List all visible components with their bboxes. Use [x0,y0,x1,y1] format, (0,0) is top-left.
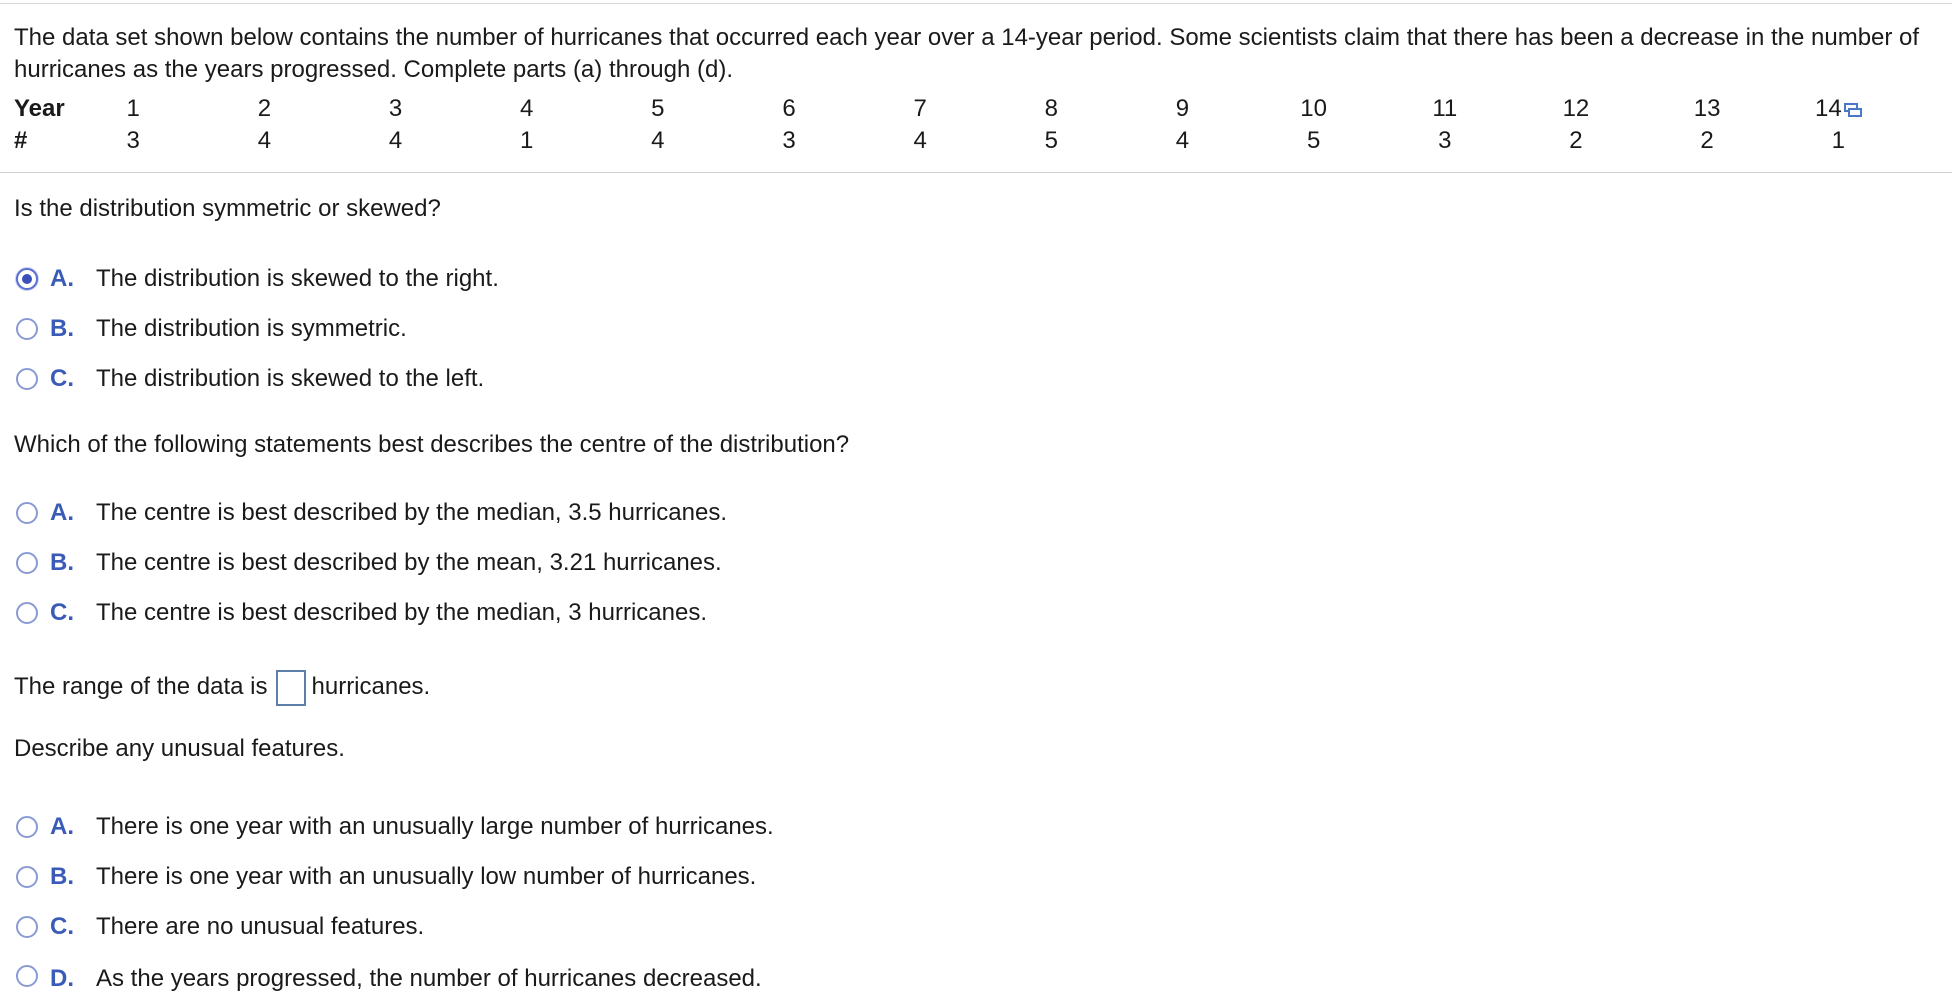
count-cell: 3 [126,127,140,154]
radio[interactable] [16,318,38,340]
data-table [14,93,1904,157]
count-cell: 4 [257,127,272,154]
question-unusual: Describe any unusual features. [14,735,345,762]
count-cell: 4 [1175,127,1190,154]
year-cell: 7 [913,95,927,122]
q1-option-b[interactable] [16,314,407,344]
radio[interactable] [16,866,38,888]
count-header: # [14,127,28,154]
q2-option-a[interactable] [16,498,727,528]
expand-table-icon[interactable] [1844,103,1862,117]
problem-intro: The data set shown below contains the number of hurricanes that occurred each year over a 14-year period. Some scientists claim that there has been a decrease in the number of hurricanes as the years progressed. Complete parts (a) through (d). [14,24,1920,83]
count-cell: 2 [1700,127,1714,154]
q2-option-c[interactable] [16,598,707,628]
table-divider [0,172,1952,173]
year-cell: 13 [1693,95,1721,122]
range-prefix: The range of the data is [14,673,268,700]
year-cell: 11 [1432,95,1458,122]
option-letter: B. [50,315,74,342]
year-cell: 3 [388,95,403,122]
year-cell: 12 [1562,95,1590,122]
count-cell: 2 [1569,127,1583,154]
radio[interactable] [16,502,38,524]
count-row [14,125,1904,157]
option-text: There is one year with an unusually low number of hurricanes. [96,863,757,890]
year-cell: 5 [651,95,665,122]
year-cell: 9 [1175,95,1190,122]
option-text: The distribution is symmetric. [96,315,407,342]
count-cell: 1 [1831,127,1846,154]
question-range [14,667,430,707]
option-letter: C. [50,913,74,940]
option-text: The centre is best described by the median, 3.5 hurricanes. [96,499,728,526]
count-cell: 3 [782,127,796,154]
option-text: The centre is best described by the median, 3 hurricanes. [96,599,707,626]
option-text: There is one year with an unusually large number of hurricanes. [96,813,774,840]
option-text: The distribution is skewed to the right. [96,265,499,292]
radio[interactable] [16,816,38,838]
option-letter: C. [50,365,74,392]
option-letter: A. [50,265,74,292]
option-text: There are no unusual features. [96,913,425,940]
q4-option-d-clipped[interactable] [16,965,916,992]
option-letter: D. [50,965,74,992]
question-skew: Is the distribution symmetric or skewed? [14,195,441,222]
year-cell: 14 [1814,95,1842,122]
option-letter: B. [50,863,74,890]
count-cell: 5 [1306,127,1321,154]
option-text: The distribution is skewed to the left. [96,365,485,392]
count-cell: 4 [651,127,665,154]
year-cell: 8 [1044,95,1058,122]
question-centre: Which of the following statements best describes the centre of the distribution? [14,431,850,458]
year-cell: 1 [126,95,140,122]
radio[interactable] [16,965,38,987]
range-answer-input[interactable] [276,670,306,706]
year-cell: 2 [257,95,272,122]
option-letter: A. [50,813,74,840]
count-cell: 5 [1044,127,1058,154]
option-letter: A. [50,499,74,526]
option-letter: B. [50,549,74,576]
count-cell: 3 [1438,127,1452,154]
q4-option-c[interactable] [16,912,424,942]
year-row [14,93,1904,125]
year-cell: 6 [782,95,796,122]
range-suffix: hurricanes. [311,673,431,700]
option-text: The centre is best described by the mean, 3.21 hurricanes. [96,549,722,576]
option-text: As the years progressed, the number of hurricanes decreased. [96,965,762,992]
radio[interactable] [16,368,38,390]
radio[interactable] [16,916,38,938]
radio[interactable] [16,552,38,574]
count-cell: 1 [520,127,534,154]
q2-option-b[interactable] [16,548,722,578]
year-cell-last [1773,93,1904,125]
year-cell: 4 [520,95,534,122]
q4-option-a[interactable] [16,812,774,842]
q4-option-b[interactable] [16,862,756,892]
q1-option-c[interactable] [16,364,484,394]
count-cell: 4 [388,127,403,154]
year-cell: 10 [1300,95,1327,122]
top-divider [0,3,1952,4]
radio-selected[interactable] [16,268,38,290]
count-cell: 4 [913,127,927,154]
q1-option-a[interactable] [16,264,499,294]
year-header: Year [14,95,65,122]
radio[interactable] [16,602,38,624]
option-letter: C. [50,599,74,626]
